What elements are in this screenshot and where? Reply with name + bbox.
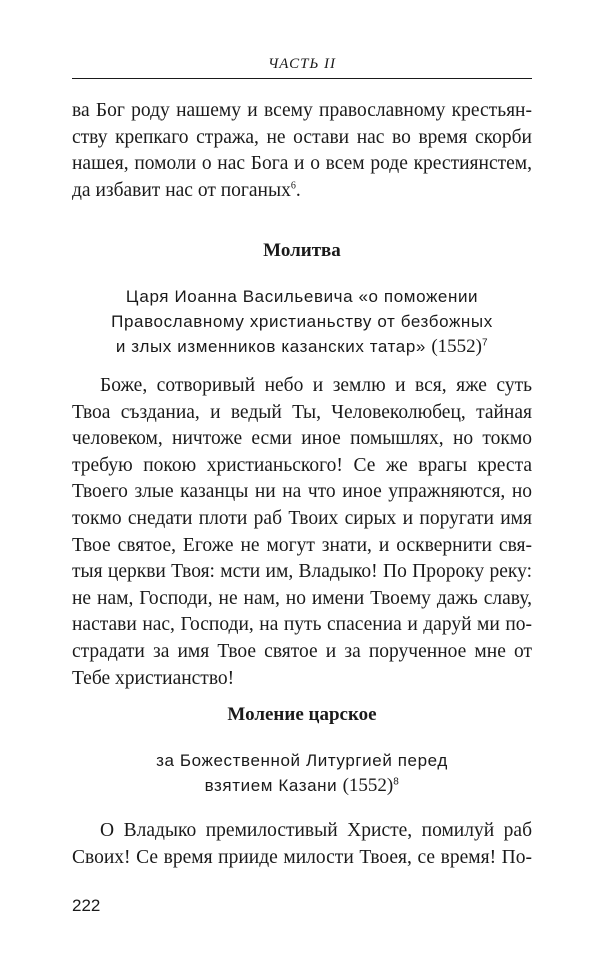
subtitle-year: (1552) xyxy=(431,336,482,357)
text-line: настави нас, Господи, на путь спасениа и даруй ми по- xyxy=(72,614,532,636)
subtitle-line-final xyxy=(72,334,532,359)
subtitle-line: Царя Иоанна Васильевича «о поможении xyxy=(125,287,479,306)
text-line: Своих! Се время прииде милости Твоея, се время! По- xyxy=(72,846,532,868)
footnote-ref: 8 xyxy=(393,776,400,788)
text-line: токмо снедати плоти раб Твоих сирых и поругати имя xyxy=(72,507,532,529)
subtitle-line-final xyxy=(72,773,532,798)
text-line: Боже, сотворивый небо и землю и вся, яже суть xyxy=(100,375,532,396)
page-number: 222 xyxy=(72,896,101,915)
subtitle-year: (1552) xyxy=(342,775,394,796)
subtitle-line: Православному христианьству от безбожных xyxy=(111,312,493,331)
footnote-ref: 7 xyxy=(481,337,489,349)
subtitle-fragment: взятием Казани xyxy=(204,776,338,795)
prayer-title: Молитва xyxy=(263,240,341,261)
subtitle-line: за Божественной Литургией перед xyxy=(156,751,448,770)
header-rule xyxy=(72,78,532,79)
text-line: Тебе христианство! xyxy=(72,667,235,689)
text-line: ва Бог роду нашему и всему православному крестьян- xyxy=(72,100,532,121)
text-line: Твое святое, Егоже не могут знати, и осквернити свя- xyxy=(72,534,532,556)
text-line: тыя церкви Твоя: мсти им, Владыко! По Пророку реку: xyxy=(72,561,532,583)
opening-paragraph xyxy=(72,98,532,204)
text-line: ству крепкаго стража, не остави нас во время скорби xyxy=(72,126,532,148)
text-fragment: да избавит нас от поганых xyxy=(72,179,291,201)
prayer-text xyxy=(72,373,532,692)
text-line: человеком, ничтоже есми иное помышлях, но токмо xyxy=(72,428,532,450)
footnote-ref: 6 xyxy=(290,180,296,192)
text-line: О Владыко премилостивый Христе, помилуй раб xyxy=(100,820,532,841)
prayer-subtitle xyxy=(72,284,532,359)
text-line: страдати за имя Твое святое и за порученное мне от xyxy=(72,640,532,662)
subtitle-fragment: и злых изменников казанских татар» xyxy=(115,337,426,356)
supplication-subtitle xyxy=(72,748,532,798)
text-line: нашея, помоли о нас Бога и о всем роде крестиянстем, xyxy=(72,153,532,175)
text-line: требую покою христианьского! Се же врагы креста xyxy=(72,454,532,476)
text-line-final xyxy=(72,178,532,205)
book-page xyxy=(72,0,532,960)
text-line: не нам, Господи, не нам, но имени Твоему дажь славу, xyxy=(72,587,532,609)
text-line: Твоего злые казанцы ни на что иное упражняются, но xyxy=(72,481,532,503)
sentence-end: . xyxy=(295,179,301,201)
supplication-title: Моление царское xyxy=(227,704,377,725)
running-head: ЧАСТЬ II xyxy=(267,56,337,72)
text-line: Твоа създаниа, и ведый Ты, Человеколюбец, тайная xyxy=(72,401,532,423)
supplication-text xyxy=(72,818,532,871)
